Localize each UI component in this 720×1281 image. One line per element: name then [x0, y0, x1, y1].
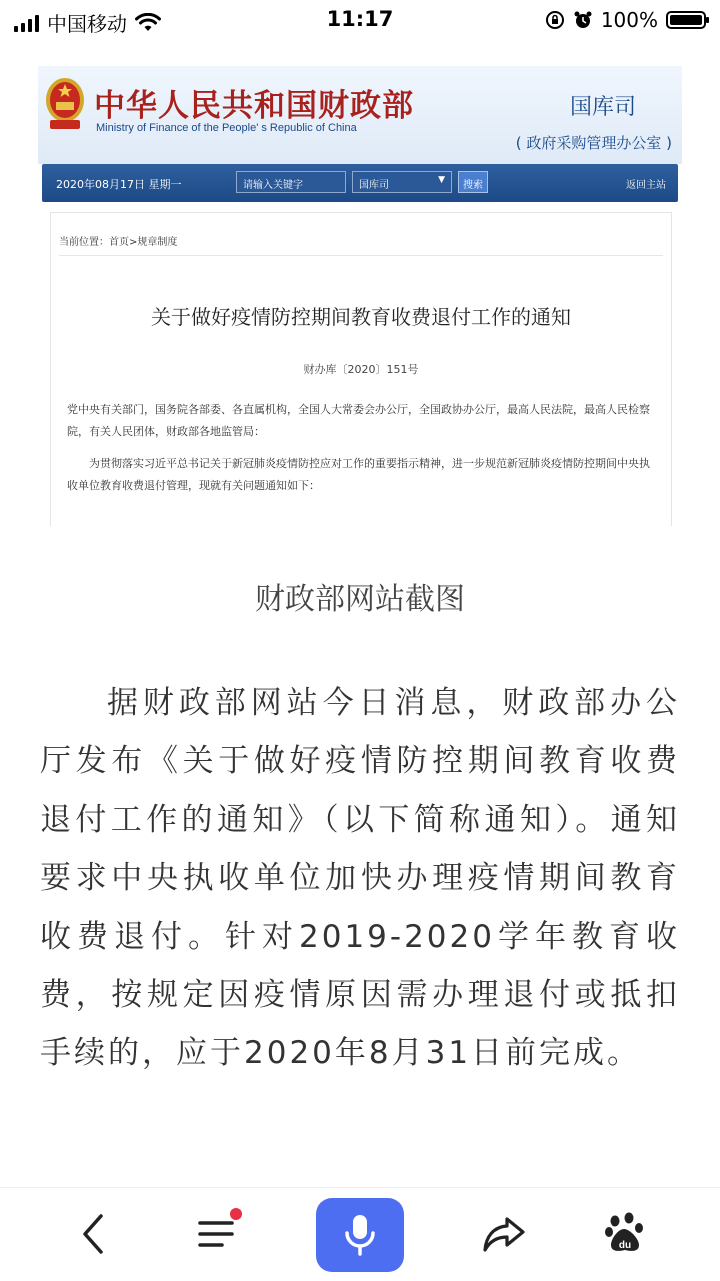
site-header — [38, 66, 682, 164]
voice-search-button[interactable] — [316, 1198, 404, 1272]
notice-number: 财办库〔2020〕151号 — [303, 363, 419, 376]
department-name: 国库司 — [569, 95, 636, 120]
site-search-button: 搜索 — [458, 171, 488, 193]
site-nav-bar — [42, 164, 678, 202]
battery-icon — [666, 11, 706, 29]
alarm-icon — [573, 10, 593, 30]
national-emblem-icon — [44, 74, 86, 136]
site-title-en: Ministry of Finance of the People' s Republic of China — [96, 122, 357, 134]
site-department-select — [352, 171, 452, 193]
carrier-name: 中国移动 — [47, 12, 127, 36]
site-title-cn: 中华人民共和国财政部 — [94, 88, 414, 124]
share-icon — [481, 1214, 527, 1254]
status-bar — [0, 0, 720, 40]
bottom-toolbar — [0, 1187, 720, 1281]
baidu-button[interactable] — [600, 1208, 650, 1258]
notice-body — [67, 399, 655, 507]
site-search-input: 请输入关键字 — [236, 171, 346, 193]
image-caption: 财政部网站截图 — [255, 582, 465, 617]
menu-icon — [196, 1217, 236, 1251]
baidu-paw-icon — [603, 1211, 647, 1255]
select-value: 国库司 — [359, 180, 389, 191]
share-button[interactable] — [478, 1210, 530, 1258]
chevron-left-icon — [79, 1212, 109, 1256]
notice-paragraph: 党中央有关部门，国务院各部委、各直属机构，全国人大常委会办公厅，全国政协办公厅，最高人民法院，最高人民检察院，有关人民团体，财政部各地监管局： — [67, 403, 650, 438]
notice-title: 关于做好疫情防控期间教育收费退付工作的通知 — [151, 305, 571, 329]
breadcrumb: 当前位置：首页>规章制度 — [59, 237, 178, 248]
notice-paragraph: 为贯彻落实习近平总书记关于新冠肺炎疫情防控应对工作的重要指示精神，进一步规范新冠肺炎疫情防控期间中央执收单位教育收费退付管理，现就有关问题通知如下： — [67, 457, 650, 492]
nav-date: 2020年08月17日 星期一 — [56, 178, 182, 191]
dropdown-arrow-icon: ▼ — [438, 175, 445, 185]
notice-content — [50, 212, 672, 526]
department-subtitle: ( 政府采购管理办公室 ) — [515, 134, 672, 152]
notification-dot — [230, 1208, 242, 1220]
clock: 11:17 — [326, 7, 394, 31]
menu-button[interactable] — [192, 1210, 240, 1258]
return-home-link: 返回主站 — [626, 180, 666, 191]
website-screenshot-image — [38, 66, 682, 526]
divider — [59, 255, 663, 256]
svg-text:du: du — [618, 1240, 632, 1251]
article-paragraph: 据财政部网站今日消息，财政部办公厅发布《关于做好疫情防控期间教育收费退付工作的通知》（以下简称通知）。通知要求中央执收单位加快办理疫情期间教育收费退付。针对2019-2020学年教育收费，按规定因疫情原因需办理退付或抵扣手续的，应于2020年8月31日前完成。 — [40, 685, 680, 1072]
microphone-icon — [340, 1211, 380, 1259]
battery-percent: 100% — [600, 8, 658, 32]
back-button[interactable] — [70, 1210, 118, 1258]
orientation-lock-icon — [545, 10, 565, 30]
